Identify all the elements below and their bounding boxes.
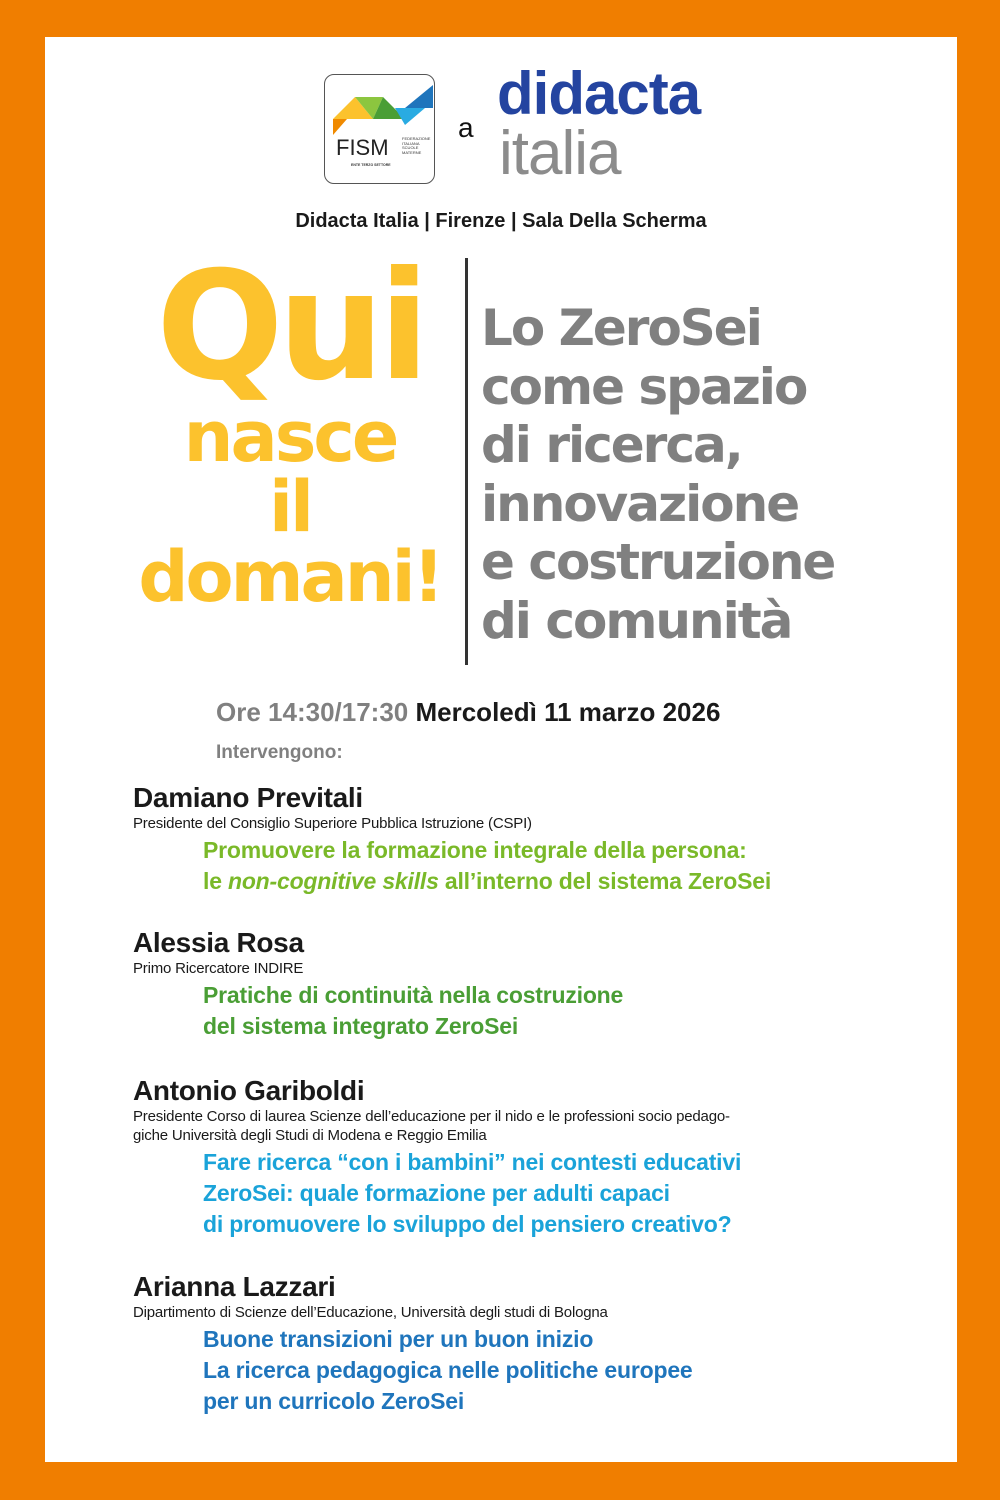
fism-subtitle-line: SCUOLE	[402, 145, 419, 150]
hero-slogan	[125, 240, 455, 618]
speaker-name: Alessia Rosa	[133, 927, 304, 958]
talk-title	[203, 1147, 933, 1240]
talk-title-line: Buone transizioni per un buon inizio	[203, 1326, 594, 1352]
talk-title-prefix: le	[203, 868, 228, 894]
fism-subtitle-line: FEDERAZIONE	[402, 136, 431, 141]
talk-title-line: Promuovere la formazione integrale della persona:	[203, 837, 747, 863]
talk-title-suffix: all’interno del sistema ZeroSei	[438, 868, 772, 894]
speaker-role: Presidente Corso di laurea Scienze dell’educazione per il nido e le professioni socio pedago-	[133, 1108, 730, 1125]
event-date: Mercoledì 11 marzo 2026	[415, 697, 721, 727]
speakers-list	[133, 782, 933, 1437]
didacta-wordmark: didacta	[497, 60, 701, 127]
talk-title-line: del sistema integrato ZeroSei	[203, 1013, 519, 1039]
event-title-line: di comunità	[481, 591, 792, 650]
event-title-line: Lo ZeroSei	[481, 299, 761, 357]
talk-title	[203, 835, 933, 897]
event-time: Ore 14:30/17:30	[216, 697, 409, 727]
talk-title-line: Fare ricerca “con i bambini” nei contesti educativi	[203, 1149, 742, 1175]
event-title-line: innovazione	[481, 474, 799, 533]
fism-tagline: ENTE TERZO SETTORE	[351, 163, 391, 167]
fism-subtitle	[402, 137, 434, 155]
italia-wordmark: italia	[499, 119, 621, 188]
talk-title-line: ZeroSei: quale formazione per adulti capaci	[203, 1180, 670, 1206]
talk-title-line: Pratiche di continuità nella costruzione	[203, 982, 624, 1008]
event-schedule	[216, 697, 720, 728]
hero-slogan-line: nasce	[183, 396, 397, 478]
talk-title-line	[203, 866, 933, 897]
hero-slogan-line: il	[269, 466, 311, 548]
talk-title	[203, 980, 933, 1042]
hero-slogan-line: Qui	[156, 240, 424, 414]
speaker-role: Dipartimento di Scienze dell’Educazione, Università degli studi di Bologna	[133, 1304, 608, 1321]
speaker-name: Antonio Gariboldi	[133, 1075, 365, 1106]
speaker-name: Damiano Previtali	[133, 782, 363, 813]
fism-logo-mark-icon	[325, 75, 435, 184]
speaker-role: Primo Ricercatore INDIRE	[133, 960, 304, 977]
speaker-item	[133, 1271, 933, 1417]
hero-slogan-line: domani!	[138, 536, 442, 618]
fism-wordmark: FISM	[336, 135, 389, 160]
talk-title-line: di promuovere lo sviluppo del pensiero creativo?	[203, 1211, 732, 1237]
connector-text: a	[458, 112, 474, 143]
speaker-item	[133, 927, 933, 1075]
fism-logo	[324, 74, 435, 184]
speaker-item	[133, 782, 933, 927]
talk-title-line: per un curricolo ZeroSei	[203, 1388, 465, 1414]
event-title-line: e costruzione	[481, 533, 835, 591]
speaker-role: Presidente del Consiglio Superiore Pubblica Istruzione (CSPI)	[133, 815, 532, 832]
speaker-role: giche Università degli Studi di Modena e Reggio Emilia	[133, 1127, 487, 1144]
venue-line: Didacta Italia | Firenze | Sala Della Scherma	[295, 210, 707, 232]
hero-divider	[465, 258, 468, 665]
fism-subtitle-line: MATERNE	[402, 149, 422, 155]
talk-title	[203, 1324, 933, 1417]
poster-card	[45, 37, 957, 1462]
talk-title-italic: non-cognitive skills	[227, 868, 439, 894]
event-title	[481, 299, 941, 650]
event-title-line: di ricerca,	[481, 416, 742, 474]
talk-title-line: La ricerca pedagogica nelle politiche europee	[203, 1357, 693, 1383]
speakers-label: Intervengono:	[216, 742, 343, 763]
event-title-line: come spazio	[481, 357, 807, 416]
speaker-name: Arianna Lazzari	[133, 1271, 336, 1302]
fism-subtitle-line: ITALIANA	[402, 140, 420, 146]
speaker-item	[133, 1075, 933, 1271]
